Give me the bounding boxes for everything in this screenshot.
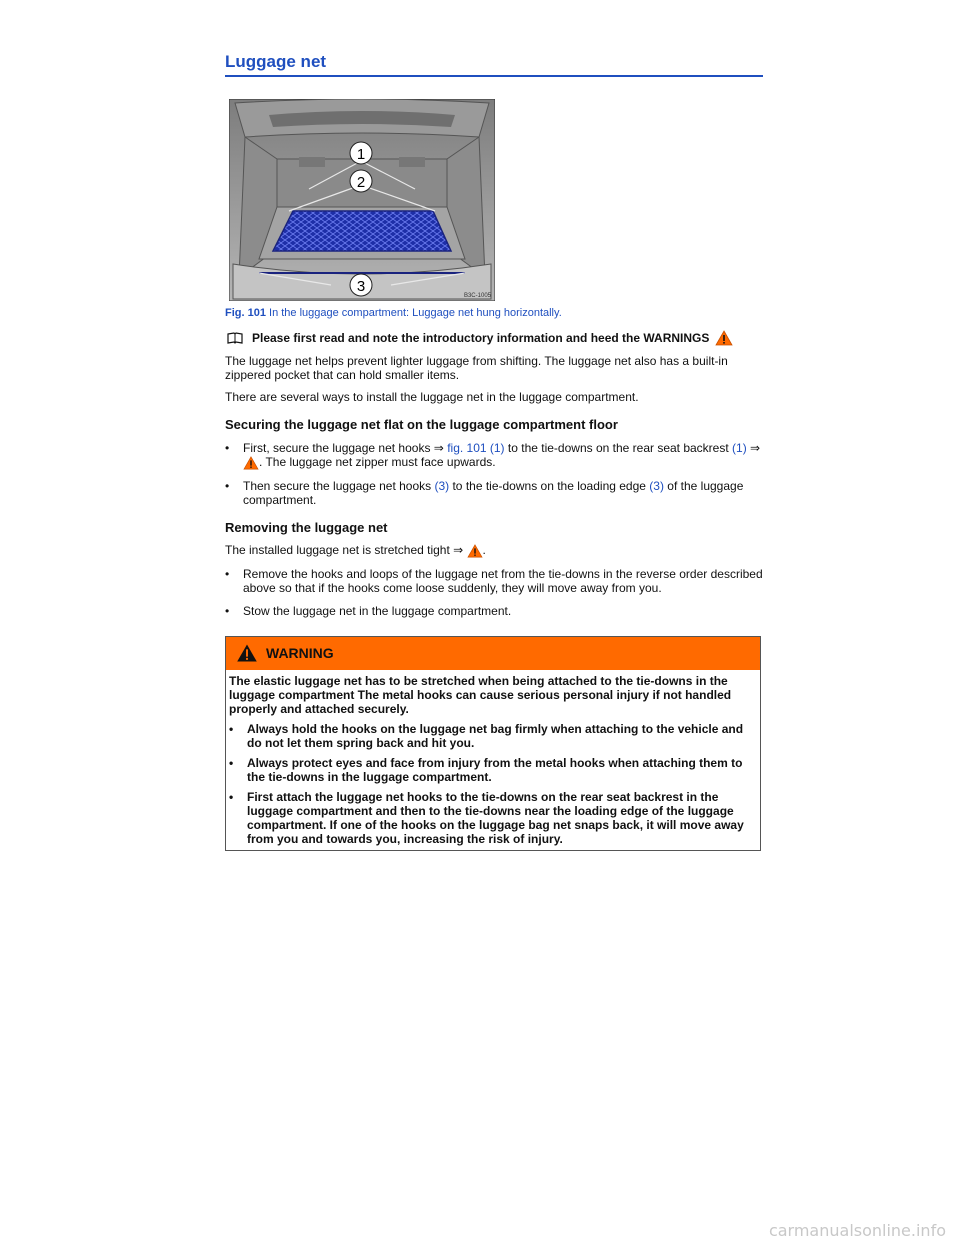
book-icon [227,332,243,344]
figure-caption-text: In the luggage compartment: Luggage net hung horizontally. [265,307,562,319]
callout-reference-link[interactable]: (3) [434,478,450,493]
watermark: carmanualsonline.info [768,1221,946,1240]
warning-box [225,636,761,851]
warning-list-item: • Always hold the hooks on the luggage net bag firmly when attaching to the vehicle and do not let them spring back and hit you. [229,721,744,750]
warning-list-item: • First attach the luggage net hooks to the tie-downs on the rear seat backrest in the luggage compartment and then to the tie-downs near the loading edge of the luggage compartment. If one of the hooks on the luggage bag net snaps back, it will move away from you and towards you, increasing the risk of injury. [229,789,744,846]
warnings-note [225,330,763,346]
callout-3 [350,274,372,296]
warning-header [226,637,760,670]
figure-label: Fig. 101 [225,307,266,319]
section-heading-securing: Securing the luggage net flat on the luggage compartment floor [225,417,618,432]
intro-paragraph-1: The luggage net helps prevent lighter luggage from shifting. The luggage net also has a built-in zippered pocket that can hold smaller items. [225,354,728,382]
callout-reference-link[interactable]: (3) [649,478,664,493]
intro-paragraph-2: There are several ways to install the luggage net in the luggage compartment. [225,390,639,404]
warning-triangle-icon[interactable] [243,456,259,470]
warning-list-item: • Always protect eyes and face from injury from the metal hooks when attaching them to the tie-downs in the luggage compartment. [229,755,743,784]
figure-code: B3C-1005 [463,293,491,299]
warning-triangle-icon [236,643,258,663]
removing-text: The installed luggage net is stretched tight ⇒ . [225,542,486,557]
warning-text: The elastic luggage net has to be stretched when being attached to the tie-downs in the luggage compartment The metal hooks can cause serious personal injury if not handled properly and attached securely. [229,673,732,716]
callout-2 [350,170,372,192]
list-item: • First, secure the luggage net hooks ⇒ fig. 101 (1) to the tie-downs on the rear seat backrest (1) ⇒ . The luggage net zipper must face upwards. [225,441,761,469]
warning-body [226,670,760,850]
figure-caption [225,307,763,319]
svg-text:3: 3 [356,278,366,295]
list-item: • Remove the hooks and loops of the luggage net from the tie-downs in the reverse order described above so that if the hooks come loose suddenly, they will move away from you. [225,566,763,595]
page-title: Luggage net [225,52,763,77]
callout-reference-link[interactable]: (1) [732,441,747,455]
list-item: • Stow the luggage net in the luggage compartment. [225,603,512,618]
warning-triangle-icon[interactable] [467,544,483,558]
section-heading-removing: Removing the luggage net [225,519,388,535]
list-item: • Then secure the luggage net hooks (3) to the tie-downs on the loading edge (3) of the luggage compartment. [225,478,744,507]
svg-text:2: 2 [356,174,366,191]
callout-1 [350,142,372,164]
luggage-compartment-illustration [229,99,495,301]
figure-luggage-net [229,99,495,301]
fig-reference-link[interactable]: fig. 101 (1) [447,441,505,455]
warning-label: WARNING [266,645,334,662]
svg-text:1: 1 [356,146,366,163]
warning-triangle-icon [715,330,733,346]
note-text: Please first read and note the introductory information and heed the WARNINGS [252,331,710,345]
page [225,52,763,851]
